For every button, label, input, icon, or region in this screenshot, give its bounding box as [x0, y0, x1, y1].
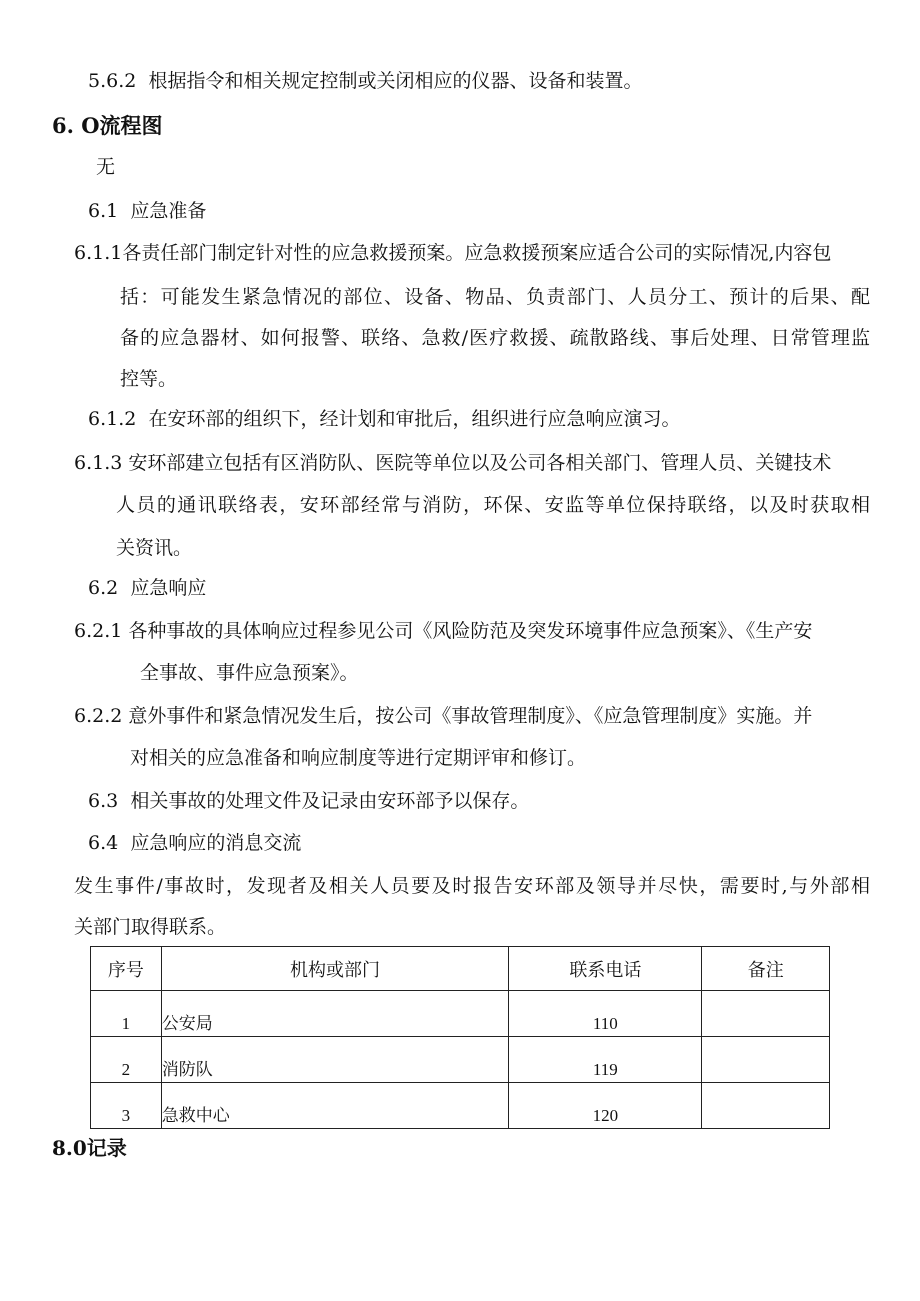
section-title: 应急响应的消息交流 [130, 832, 302, 854]
section-6-3 [88, 788, 529, 814]
cell-note [702, 1037, 830, 1083]
section-number: 6.4 [88, 832, 119, 854]
clause-6-1-1-line3: 备的应急器材、如何报警、联络、急救/医疗救援、疏散路线、事后处理、日常管理监 [120, 327, 870, 349]
clause-text-line1: 安环部建立包括有区消防队、医院等单位以及公司各相关部门、管理人员、关键技术 [128, 452, 832, 474]
clause-6-2-2-line1 [74, 703, 870, 729]
table-header-row [91, 947, 830, 991]
section-number: 6.3 [88, 790, 119, 812]
cell-no: 1 [91, 991, 162, 1037]
clause-text: 在安环部的组织下，经计划和审批后，组织进行应急响应演习。 [148, 408, 681, 430]
cell-phone: 110 [509, 991, 702, 1037]
section-text: 相关事故的处理文件及记录由安环部予以保存。 [130, 790, 530, 812]
table-row [91, 1083, 830, 1129]
cell-phone: 119 [509, 1037, 702, 1083]
section-6-4-body-line1: 发生事件/事故时，发现者及相关人员要及时报告安环部及领导并尽快，需要时,与外部相 [74, 875, 870, 897]
clause-text-line1: 意外事件和紧急情况发生后，按公司《事故管理制度》、《应急管理制度》实施。并 [128, 705, 813, 727]
cell-department: 消防队 [161, 1037, 508, 1083]
clause-6-2-2-line2: 对相关的应急准备和响应制度等进行定期评审和修订。 [130, 747, 587, 769]
cell-department: 急救中心 [161, 1083, 508, 1129]
clause-number: 6.2.2 [74, 705, 123, 727]
cell-phone: 120 [509, 1083, 702, 1129]
section-title: 应急响应 [130, 577, 207, 599]
clause-number: 6.2.1 [74, 620, 123, 642]
table-row [91, 1037, 830, 1083]
section-6-heading: 6. O流程图 [52, 113, 163, 138]
section-8-heading: 8.0记录 [52, 1136, 127, 1160]
cell-department: 公安局 [161, 991, 508, 1037]
clause-6-1-2 [88, 406, 680, 432]
section-title: 应急准备 [130, 200, 207, 222]
table-row [91, 991, 830, 1037]
clause-6-1-1-line2: 括：可能发生紧急情况的部位、设备、物品、负责部门、人员分工、预计的后果、配 [120, 286, 870, 308]
header-department: 机构或部门 [161, 947, 508, 991]
section-6-4-body-line2: 关部门取得联系。 [74, 916, 227, 938]
cell-no: 2 [91, 1037, 162, 1083]
header-no: 序号 [91, 947, 162, 991]
clause-number: 6.1.2 [88, 408, 137, 430]
clause-6-1-1-line1 [74, 240, 870, 266]
clause-6-1-3-line2: 人员的通讯联络表，安环部经常与消防，环保、安监等单位保持联络，以及时获取相 [116, 494, 870, 516]
clause-number: 6.1.1 [74, 242, 123, 264]
section-6-body: 无 [96, 156, 116, 178]
clause-6-2-1-line2: 全事故、事件应急预案》。 [140, 662, 359, 684]
clause-number: 6.1.3 [74, 452, 123, 474]
clause-text: 根据指令和相关规定控制或关闭相应的仪器、设备和装置。 [148, 70, 643, 92]
clause-text-line1: 各种事故的具体响应过程参见公司《风险防范及突发环境事件应急预案》、《生产安 [128, 620, 813, 642]
section-number: 6.1 [88, 200, 119, 222]
cell-no: 3 [91, 1083, 162, 1129]
clause-number: 5.6.2 [88, 70, 137, 92]
section-6-4-heading [88, 830, 301, 856]
clause-5-6-2 [88, 68, 642, 94]
clause-text-line1: 各责任部门制定针对性的应急救援预案。应急救援预案应适合公司的实际情况,内容包 [122, 242, 832, 264]
section-6-1-heading [88, 198, 206, 224]
clause-6-1-1-line4: 控等。 [120, 368, 178, 390]
emergency-contacts-table [90, 946, 830, 1129]
clause-6-1-3-line3: 关资讯。 [116, 537, 193, 559]
header-phone: 联系电话 [509, 947, 702, 991]
section-6-2-heading [88, 575, 206, 601]
clause-6-2-1-line1 [74, 618, 870, 644]
cell-note [702, 1083, 830, 1129]
section-number: 6.2 [88, 577, 119, 599]
header-note: 备注 [702, 947, 830, 991]
clause-6-1-3-line1 [74, 450, 870, 476]
cell-note [702, 991, 830, 1037]
